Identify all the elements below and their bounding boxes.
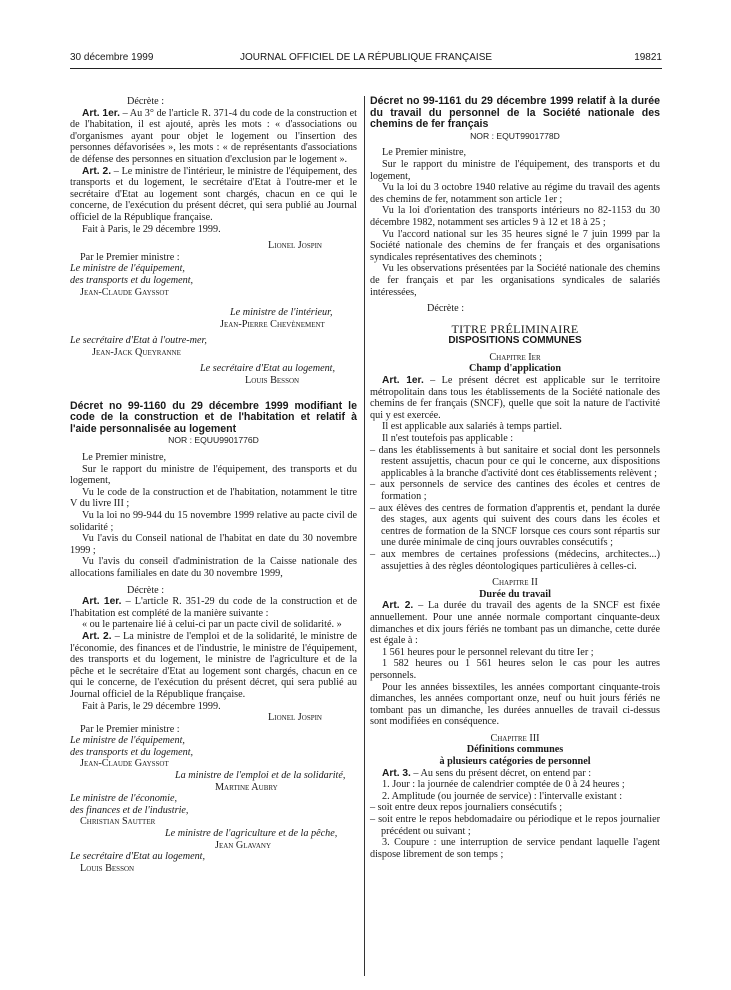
- column-divider: [364, 96, 365, 976]
- par-le-premier-ministre: Par le Premier ministre :: [80, 723, 180, 735]
- signature-name: Louis Besson: [80, 862, 135, 874]
- minister-title: Le ministre de l'équipement,: [70, 735, 185, 747]
- minister-title: Le secrétaire d'Etat au logement,: [70, 851, 206, 863]
- page-header: [70, 52, 662, 66]
- definition: 3. Coupure : une interruption de service pendant laquelle l'agent dispose librement de son temps ;: [370, 837, 660, 860]
- fait-a-paris: Fait à Paris, le 29 décembre 1999.: [82, 700, 221, 712]
- right-column: [370, 96, 660, 860]
- article-label: Art. 2.: [82, 630, 112, 642]
- signature-name: Jean-Claude Gayssot: [80, 758, 169, 770]
- left-column: [70, 96, 357, 874]
- article-label: Art. 3.: [382, 767, 411, 779]
- par-le-premier-ministre: Par le Premier ministre :: [80, 251, 180, 263]
- article-2: Art. 2. – La durée du travail des agents de la SNCF est fixée annuellement. Pour une année normale comportant cinquante-deux dimanches et dix jours fériés ne tombant pas un dimanche, cette durée est égale à :: [370, 600, 661, 647]
- amplitude-list: [370, 802, 660, 837]
- visa: Vu la loi du 3 octobre 1940 relative au régime du travail des agents des chemins de fer, notamment son article 1er ;: [370, 182, 660, 205]
- decree-title: Décret no 99-1160 du 29 décembre 1999 modifiant le code de la construction et de l'habitation et relatif à l'aide personnalisée au logement: [70, 399, 357, 435]
- visa: Vu la loi d'orientation des transports intérieurs no 82-1153 du 30 décembre 1982, notamment ses articles 9 à 12 et 18 à 25 ;: [370, 205, 660, 228]
- visa: Sur le rapport du ministre de l'équipement, des transports et du logement,: [370, 158, 660, 182]
- preamble: Le Premier ministre,: [382, 147, 467, 159]
- article-1: Art. 1er. – Au 3° de l'article R. 371-4 du code de la construction et de l'habitation, il est ajouté, après les mots : « d'associations ou d'organismes ayant pour objet le logement ou l'insertion des personnes défavorisées », les mots : « de représentants d'associations de défense des personnes en situation d'exclusion par le logement ».: [70, 107, 357, 165]
- fait-a-paris: Fait à Paris, le 29 décembre 1999.: [82, 223, 221, 235]
- list-item: – soit entre le repos hebdomadaire ou périodique et le repos journalier précédent ou suivant ;: [370, 814, 660, 837]
- visa: Vu l'avis du conseil d'administration de la Caisse nationale des allocations familiales en date du 30 novembre 1999,: [70, 556, 357, 579]
- article-label: Art. 1er.: [82, 596, 122, 608]
- article-paragraph: 1 582 heures ou 1 561 heures selon le cas pour les autres personnels.: [370, 658, 660, 681]
- decree-title: Décret no 99-1161 du 29 décembre 1999 relatif à la durée du travail du personnel de la Société nationale des chemins de fer français: [370, 95, 660, 131]
- chapter-title: Durée du travail: [479, 588, 551, 600]
- titre-heading: TITRE PRÉLIMINAIRE: [451, 321, 579, 336]
- list-item: – aux personnels de service des cantines des écoles et centres de formation ;: [370, 479, 660, 502]
- visa: Vu le code de la construction et de l'habitation, notamment le titre V du livre III ;: [70, 486, 357, 510]
- signature-name: Jean-Claude Gayssot: [80, 286, 169, 298]
- article-label: Art. 1er.: [82, 107, 120, 119]
- decrete-label: Décrète :: [127, 96, 165, 107]
- article-quote: « ou le partenaire lié à celui-ci par un pacte civil de solidarité. »: [82, 619, 342, 631]
- header-page-number: 19821: [634, 52, 662, 63]
- nor-reference: NOR : EQUU9901776D: [168, 435, 259, 446]
- exclusion-list: [370, 445, 660, 573]
- article-paragraph: Il n'est toutefois pas applicable :: [382, 433, 514, 445]
- minister-title: des transports et du logement,: [70, 746, 194, 758]
- article-2: Art. 2. – La ministre de l'emploi et de la solidarité, le ministre de l'économie, des finances et de l'industrie, le ministre de l'équipement, des transports et du logement, le ministre de l'agriculture et de la pêche et le secrétaire d'Etat au logement sont chargés, chacun en ce qui le concerne, de l'exécution du présent décret, qui sera publié au Journal officiel de la République française.: [70, 630, 358, 700]
- signature-name: Jean-Jack Queyranne: [92, 346, 181, 358]
- header-rule: [70, 68, 662, 69]
- article-label: Art. 2.: [382, 600, 414, 612]
- definition: 2. Amplitude (ou journée de service) : l'intervalle existant :: [382, 790, 623, 802]
- list-item: – dans les établissements à but sanitaire et social dont les personnels restent assujettis, chacun pour ce qui le concerne, aux dispositions applicables à la branche d'activité dont ces établissements relèvent ;: [370, 445, 660, 480]
- visa: Sur le rapport du ministre de l'équipement, des transports et du logement,: [70, 463, 357, 487]
- article-3: Art. 3. – Au sens du présent décret, on entend par :: [382, 767, 592, 779]
- decrete-label: Décrète :: [427, 303, 465, 315]
- article-1: Art. 1er. – Le présent décret est applicable sur le territoire métropolitain dans tous les établissements de la Société nationale des chemins de fer français (SNCF), quelle que soit la nature de l'activité qui y est exercée.: [370, 375, 660, 421]
- nor-reference: NOR : EQUT9901778D: [470, 130, 560, 141]
- article-paragraph: 1 561 heures pour le personnel relevant du titre Ier ;: [382, 646, 594, 658]
- chapter-label: Chapitre Ier: [489, 351, 541, 363]
- chapter-label: Chapitre III: [490, 732, 540, 744]
- article-1: Art. 1er. – L'article R. 351-29 du code de la construction et de l'habitation est complété de la manière suivante :: [70, 596, 357, 619]
- header-journal-title: JOURNAL OFFICIEL DE LA RÉPUBLIQUE FRANÇAISE: [239, 52, 493, 63]
- minister-title: Le ministre de l'intérieur,: [230, 307, 333, 319]
- visa: Vu l'accord national sur les 35 heures signé le 7 juin 1999 par la Société nationale des chemins de fer français et des organisations syndicales représentatives des cheminots ;: [370, 228, 660, 263]
- article-paragraph: Pour les années bissextiles, les années comportant cinquante-trois dimanches, les années comportant onze, neuf ou huit jours fériés ne tombant pas un dimanche, les durées annuelles de travail ci-dessus sont modifiées en conséquence.: [370, 681, 660, 728]
- article-paragraph: Il est applicable aux salariés à temps partiel.: [382, 421, 562, 433]
- visa: Vu les observations présentées par la Société nationale des chemins de fer français et par les organisations syndicales de salariés intéressées,: [370, 263, 660, 298]
- list-item: – aux membres de certaines professions (médecins, architectes...) assujetties à des règles déontologiques particulières à celles-ci.: [370, 549, 660, 572]
- signature-name: Jean-Pierre Chevènement: [220, 318, 325, 330]
- visa: Vu l'avis du Conseil national de l'habitat en date du 30 novembre 1999 ;: [70, 533, 357, 556]
- article-label: Art. 2.: [82, 165, 112, 177]
- signature-premier-ministre: Lionel Jospin: [268, 712, 322, 724]
- article-label: Art. 1er.: [382, 375, 424, 387]
- list-item: – soit entre deux repos journaliers consécutifs ;: [370, 802, 660, 814]
- signature-name: Louis Besson: [245, 375, 300, 387]
- chapter-title: Champ d'application: [469, 363, 561, 375]
- chapter-label: Chapitre II: [492, 577, 538, 589]
- preamble: Le Premier ministre,: [82, 452, 167, 464]
- signature-name: Christian Sautter: [80, 816, 156, 828]
- minister-title: Le secrétaire d'Etat au logement,: [200, 363, 336, 375]
- article-2: Art. 2. – Le ministre de l'intérieur, le ministre de l'équipement, des transports et du logement, le secrétaire d'Etat à l'outre-mer et le secrétaire d'Etat au logement sont chargés, chacun en ce qui le concerne, de l'exécution du présent décret, qui sera publié au Journal officiel de la République française.: [70, 165, 358, 223]
- chapter-title: Définitions communes: [466, 744, 564, 756]
- signature-name: Martine Aubry: [215, 781, 278, 793]
- signature-premier-ministre: Lionel Jospin: [268, 240, 322, 252]
- minister-title: Le secrétaire d'Etat à l'outre-mer,: [70, 335, 207, 347]
- section-heading: DISPOSITIONS COMMUNES: [448, 335, 582, 347]
- minister-title: Le ministre de l'équipement,: [70, 263, 185, 275]
- list-item: – aux élèves des centres de formation d'apprentis et, pendant la durée des stages, aux agents qui suivent des cours dans les écoles et centres de formation de la SNCF lorsque ces cours sont répartis sur une durée minimale de cinq jours ouvrables consécutifs ;: [370, 503, 660, 549]
- visa: Vu la loi no 99-944 du 15 novembre 1999 relative au pacte civil de solidarité ;: [70, 510, 357, 533]
- chapter-title: à plusieurs catégories de personnel: [439, 756, 591, 768]
- minister-title: La ministre de l'emploi et de la solidarité,: [175, 770, 346, 782]
- signature-name: Jean Glavany: [215, 839, 272, 851]
- decrete-label: Décrète :: [127, 584, 165, 596]
- minister-title: Le ministre de l'économie,: [70, 793, 178, 805]
- definition: 1. Jour : la journée de calendrier comptée de 0 à 24 heures ;: [382, 779, 625, 791]
- minister-title: des transports et du logement,: [70, 274, 194, 286]
- minister-title: des finances et de l'industrie,: [70, 804, 189, 816]
- minister-title: Le ministre de l'agriculture et de la pêche,: [165, 828, 338, 840]
- header-date: 30 décembre 1999: [70, 52, 154, 63]
